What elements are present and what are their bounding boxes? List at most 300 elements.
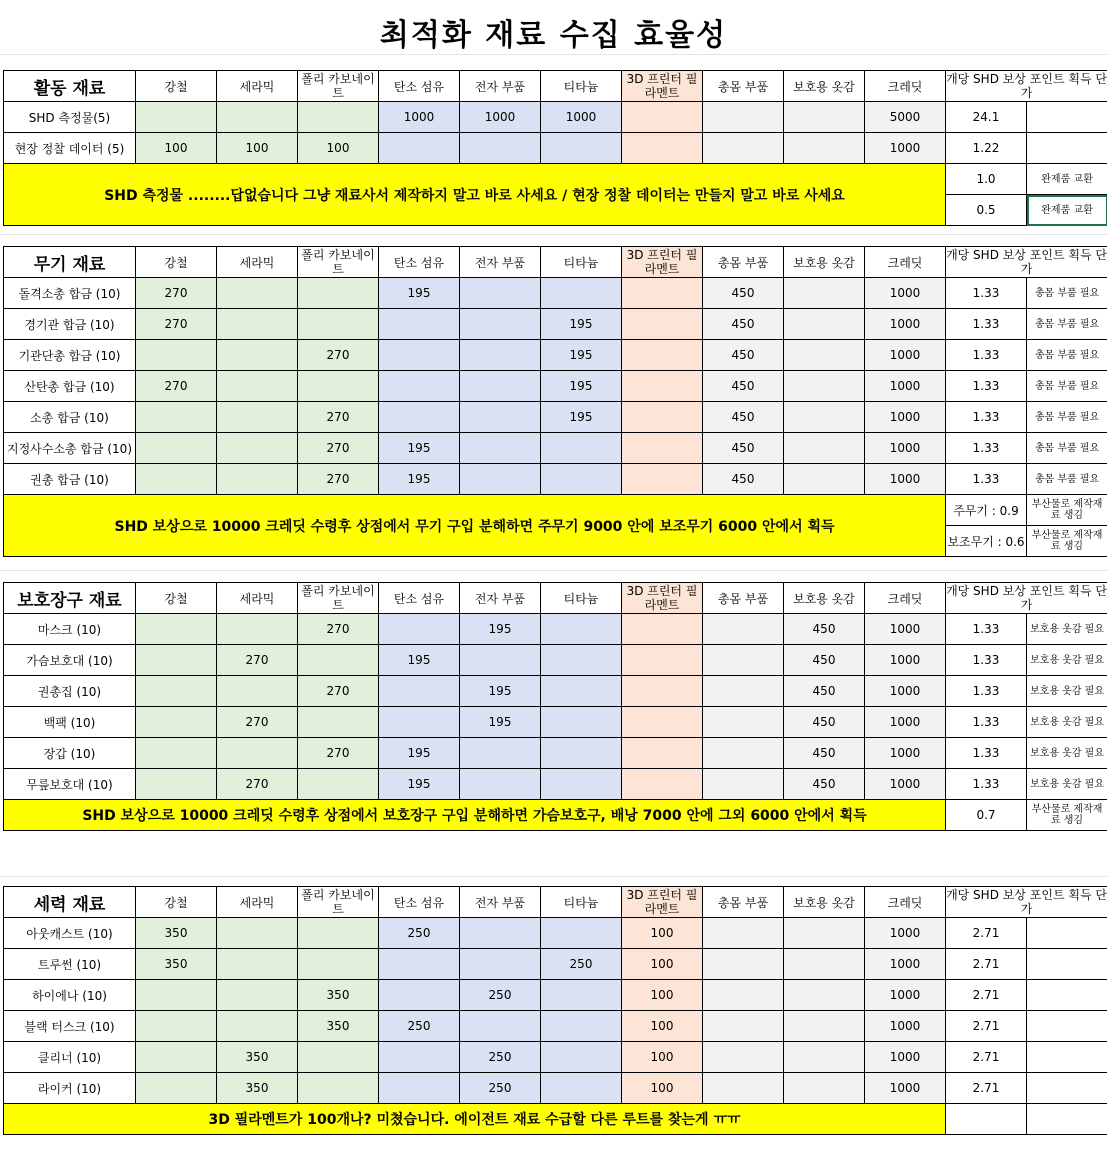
cell[interactable]: 1000	[865, 645, 946, 676]
cell[interactable]	[298, 309, 379, 340]
cell[interactable]	[217, 614, 298, 645]
cell[interactable]	[460, 949, 541, 980]
cell[interactable]: 1000	[865, 769, 946, 800]
footer-side-note[interactable]	[1027, 1104, 1107, 1135]
item-name[interactable]: 현장 정찰 데이터 (5)	[4, 133, 136, 164]
unit-price-cell[interactable]: 1.33	[946, 371, 1027, 402]
item-name[interactable]: 권총 합금 (10)	[4, 464, 136, 495]
item-name[interactable]: 장갑 (10)	[4, 738, 136, 769]
cell[interactable]	[379, 707, 460, 738]
cell[interactable]	[379, 614, 460, 645]
cell[interactable]	[379, 371, 460, 402]
note-cell[interactable]	[1027, 949, 1107, 980]
cell[interactable]: 270	[136, 278, 217, 309]
cell[interactable]: 100	[622, 949, 703, 980]
cell[interactable]	[541, 980, 622, 1011]
cell[interactable]	[136, 102, 217, 133]
note-cell[interactable]: 총몸 부품 필요	[1027, 464, 1107, 495]
footer-side-note[interactable]: 부산물로 제작재료 생김	[1027, 526, 1107, 557]
cell[interactable]: 450	[703, 433, 784, 464]
cell[interactable]	[703, 133, 784, 164]
cell[interactable]: 270	[298, 676, 379, 707]
cell[interactable]	[217, 1011, 298, 1042]
cell[interactable]	[460, 133, 541, 164]
cell[interactable]: 270	[136, 371, 217, 402]
cell[interactable]	[784, 949, 865, 980]
cell[interactable]: 1000	[865, 1073, 946, 1104]
footer-side-note[interactable]: 부산물로 제작재료 생김	[1027, 800, 1107, 831]
unit-price-cell[interactable]: 1.22	[946, 133, 1027, 164]
cell[interactable]: 250	[460, 1073, 541, 1104]
cell[interactable]: 195	[379, 645, 460, 676]
cell[interactable]: 1000	[865, 1042, 946, 1073]
cell[interactable]: 450	[703, 309, 784, 340]
cell[interactable]	[217, 949, 298, 980]
cell[interactable]	[541, 133, 622, 164]
cell[interactable]: 1000	[865, 371, 946, 402]
cell[interactable]	[703, 1042, 784, 1073]
cell[interactable]: 450	[703, 464, 784, 495]
item-name[interactable]: 권총집 (10)	[4, 676, 136, 707]
cell[interactable]	[460, 769, 541, 800]
cell[interactable]: 450	[784, 769, 865, 800]
cell[interactable]: 1000	[865, 1011, 946, 1042]
cell[interactable]	[703, 676, 784, 707]
unit-price-cell[interactable]: 2.71	[946, 1073, 1027, 1104]
item-name[interactable]: 기관단총 합금 (10)	[4, 340, 136, 371]
cell[interactable]	[622, 614, 703, 645]
cell[interactable]	[460, 1011, 541, 1042]
footer-note: SHD 보상으로 10000 크레딧 수령후 상점에서 무기 구입 분해하면 주무기 9000 안에 보조무기 6000 안에서 획득	[4, 495, 946, 557]
cell[interactable]	[298, 645, 379, 676]
note-cell[interactable]: 총몸 부품 필요	[1027, 433, 1107, 464]
cell[interactable]: 195	[541, 371, 622, 402]
cell[interactable]	[541, 918, 622, 949]
unit-price-cell[interactable]: 1.33	[946, 676, 1027, 707]
cell[interactable]: 100	[298, 133, 379, 164]
cell[interactable]	[460, 433, 541, 464]
cell[interactable]	[784, 278, 865, 309]
cell[interactable]: 195	[379, 769, 460, 800]
cell[interactable]	[298, 949, 379, 980]
cell[interactable]	[379, 676, 460, 707]
cell[interactable]	[298, 371, 379, 402]
footer-ratio[interactable]: 0.7	[946, 800, 1027, 831]
footer-ratio[interactable]: 보조무기 : 0.6	[946, 526, 1027, 557]
cell[interactable]: 350	[136, 949, 217, 980]
cell[interactable]: 350	[217, 1073, 298, 1104]
unit-price-cell[interactable]: 1.33	[946, 769, 1027, 800]
cell[interactable]	[622, 738, 703, 769]
footer-ratio[interactable]: 1.0	[946, 164, 1027, 195]
cell[interactable]	[541, 738, 622, 769]
cell[interactable]: 350	[298, 980, 379, 1011]
table-row	[4, 645, 1107, 676]
cell[interactable]	[703, 707, 784, 738]
cell[interactable]: 270	[217, 707, 298, 738]
header-row	[4, 583, 1107, 614]
cell[interactable]: 1000	[460, 102, 541, 133]
item-name[interactable]: 하이에나 (10)	[4, 980, 136, 1011]
cell[interactable]	[136, 1011, 217, 1042]
cell[interactable]	[784, 102, 865, 133]
note-cell[interactable]	[1027, 102, 1107, 133]
cell[interactable]	[703, 949, 784, 980]
cell[interactable]: 1000	[865, 402, 946, 433]
cell[interactable]	[217, 738, 298, 769]
cell[interactable]	[460, 464, 541, 495]
cell[interactable]	[622, 402, 703, 433]
cell[interactable]: 250	[460, 980, 541, 1011]
cell[interactable]: 450	[784, 738, 865, 769]
cell[interactable]	[784, 464, 865, 495]
cell[interactable]	[379, 949, 460, 980]
item-name[interactable]: SHD 측정물(5)	[4, 102, 136, 133]
cell[interactable]: 270	[298, 738, 379, 769]
cell[interactable]	[217, 433, 298, 464]
cell[interactable]	[541, 1042, 622, 1073]
unit-price-cell[interactable]: 2.71	[946, 980, 1027, 1011]
cell[interactable]	[136, 464, 217, 495]
item-name[interactable]: 블랙 터스크 (10)	[4, 1011, 136, 1042]
table-row	[4, 707, 1107, 738]
cell[interactable]: 450	[784, 645, 865, 676]
cell[interactable]: 1000	[865, 309, 946, 340]
cell[interactable]	[703, 918, 784, 949]
footer-ratio[interactable]: 0.5	[946, 195, 1027, 226]
note-cell[interactable]: 보호용 옷감 필요	[1027, 769, 1107, 800]
cell[interactable]	[460, 340, 541, 371]
cell[interactable]	[136, 433, 217, 464]
cell[interactable]: 270	[217, 769, 298, 800]
cell[interactable]: 1000	[865, 614, 946, 645]
column-header: 개당 SHD 보상 포인트 획득 단가	[946, 888, 1107, 916]
cell[interactable]: 270	[298, 614, 379, 645]
item-name[interactable]: 라이커 (10)	[4, 1073, 136, 1104]
cell[interactable]	[217, 918, 298, 949]
cell[interactable]	[136, 707, 217, 738]
cell[interactable]: 100	[622, 1042, 703, 1073]
cell[interactable]: 195	[379, 278, 460, 309]
item-name[interactable]: 아웃캐스트 (10)	[4, 918, 136, 949]
cell[interactable]	[541, 676, 622, 707]
unit-price-cell[interactable]: 2.71	[946, 949, 1027, 980]
cell[interactable]: 195	[460, 614, 541, 645]
cell[interactable]	[136, 980, 217, 1011]
cell[interactable]: 195	[460, 676, 541, 707]
cell[interactable]	[541, 278, 622, 309]
cell[interactable]: 270	[298, 340, 379, 371]
cell[interactable]	[622, 676, 703, 707]
unit-price-cell[interactable]: 1.33	[946, 614, 1027, 645]
cell[interactable]	[541, 645, 622, 676]
cell[interactable]: 450	[703, 402, 784, 433]
cell[interactable]	[298, 278, 379, 309]
cell[interactable]: 1000	[865, 464, 946, 495]
material-table	[3, 886, 1107, 1135]
cell[interactable]	[460, 645, 541, 676]
cell[interactable]	[217, 464, 298, 495]
cell[interactable]: 250	[541, 949, 622, 980]
cell[interactable]: 1000	[865, 707, 946, 738]
cell[interactable]: 450	[703, 340, 784, 371]
cell[interactable]	[298, 918, 379, 949]
cell[interactable]	[460, 738, 541, 769]
cell[interactable]	[703, 614, 784, 645]
cell[interactable]	[217, 980, 298, 1011]
cell[interactable]	[622, 309, 703, 340]
cell[interactable]	[703, 738, 784, 769]
cell[interactable]	[298, 769, 379, 800]
cell[interactable]	[136, 645, 217, 676]
cell[interactable]: 270	[217, 645, 298, 676]
note-cell[interactable]: 보호용 옷감 필요	[1027, 676, 1107, 707]
cell[interactable]: 1000	[865, 278, 946, 309]
note-cell[interactable]	[1027, 980, 1107, 1011]
cell[interactable]	[136, 676, 217, 707]
cell[interactable]: 1000	[379, 102, 460, 133]
unit-price-cell[interactable]: 1.33	[946, 340, 1027, 371]
cell[interactable]	[217, 102, 298, 133]
cell[interactable]	[379, 309, 460, 340]
cell[interactable]: 1000	[541, 102, 622, 133]
cell[interactable]: 270	[136, 309, 217, 340]
cell[interactable]	[784, 402, 865, 433]
cell[interactable]: 100	[136, 133, 217, 164]
note-cell[interactable]: 총몸 부품 필요	[1027, 278, 1107, 309]
cell[interactable]	[784, 918, 865, 949]
column-header: 보호용 옷감	[784, 887, 865, 918]
item-name[interactable]: 지정사수소총 합금 (10)	[4, 433, 136, 464]
cell[interactable]	[703, 980, 784, 1011]
note-cell[interactable]: 보호용 옷감 필요	[1027, 707, 1107, 738]
cell[interactable]	[217, 402, 298, 433]
item-name[interactable]: 클리너 (10)	[4, 1042, 136, 1073]
cell[interactable]: 450	[784, 676, 865, 707]
cell[interactable]: 5000	[865, 102, 946, 133]
cell[interactable]: 195	[541, 309, 622, 340]
cell[interactable]	[136, 340, 217, 371]
cell[interactable]	[136, 738, 217, 769]
note-cell[interactable]	[1027, 1011, 1107, 1042]
cell[interactable]	[703, 769, 784, 800]
cell[interactable]: 270	[298, 402, 379, 433]
cell[interactable]	[541, 1011, 622, 1042]
unit-price-cell[interactable]: 2.71	[946, 1011, 1027, 1042]
item-name[interactable]: 트루썬 (10)	[4, 949, 136, 980]
cell[interactable]	[298, 1042, 379, 1073]
cell[interactable]	[217, 278, 298, 309]
item-name[interactable]: 소총 합금 (10)	[4, 402, 136, 433]
cell[interactable]	[784, 133, 865, 164]
cell[interactable]: 195	[460, 707, 541, 738]
header-row	[4, 887, 1107, 918]
column-header: 3D 프린터 필라멘트	[622, 583, 703, 614]
unit-price-cell[interactable]: 24.1	[946, 102, 1027, 133]
cell[interactable]	[298, 707, 379, 738]
cell[interactable]	[217, 371, 298, 402]
cell[interactable]	[217, 309, 298, 340]
note-cell[interactable]	[1027, 1073, 1107, 1104]
cell[interactable]	[541, 1073, 622, 1104]
cell[interactable]	[460, 371, 541, 402]
cell[interactable]	[622, 769, 703, 800]
cell[interactable]: 195	[379, 433, 460, 464]
cell[interactable]	[379, 402, 460, 433]
cell[interactable]: 250	[379, 1011, 460, 1042]
item-name[interactable]: 가슴보호대 (10)	[4, 645, 136, 676]
item-name[interactable]: 돌격소총 합금 (10)	[4, 278, 136, 309]
cell[interactable]	[784, 309, 865, 340]
cell[interactable]: 1000	[865, 340, 946, 371]
cell[interactable]	[217, 340, 298, 371]
cell[interactable]: 100	[622, 1011, 703, 1042]
cell[interactable]	[379, 340, 460, 371]
item-name[interactable]: 백팩 (10)	[4, 707, 136, 738]
unit-price-cell[interactable]: 1.33	[946, 278, 1027, 309]
cell[interactable]: 450	[784, 614, 865, 645]
cell[interactable]	[703, 645, 784, 676]
cell[interactable]: 250	[460, 1042, 541, 1073]
note-cell[interactable]: 총몸 부품 필요	[1027, 309, 1107, 340]
column-header: 폴리 카보네이트	[298, 583, 379, 614]
cell[interactable]: 195	[541, 340, 622, 371]
cell[interactable]: 450	[703, 371, 784, 402]
cell[interactable]	[784, 1042, 865, 1073]
cell[interactable]	[136, 614, 217, 645]
cell[interactable]	[622, 433, 703, 464]
cell[interactable]: 100	[622, 918, 703, 949]
note-cell[interactable]: 보호용 옷감 필요	[1027, 738, 1107, 769]
table-row	[4, 980, 1107, 1011]
cell[interactable]	[784, 980, 865, 1011]
cell[interactable]	[541, 464, 622, 495]
cell[interactable]	[136, 1073, 217, 1104]
item-name[interactable]: 무릎보호대 (10)	[4, 769, 136, 800]
cell[interactable]: 1000	[865, 676, 946, 707]
cell[interactable]	[460, 402, 541, 433]
cell[interactable]	[703, 1073, 784, 1104]
unit-price-cell[interactable]: 1.33	[946, 738, 1027, 769]
unit-price-cell[interactable]: 1.33	[946, 402, 1027, 433]
table-row	[4, 278, 1107, 309]
footer-side-note[interactable]: 완제품 교환	[1027, 164, 1107, 195]
cell[interactable]: 1000	[865, 738, 946, 769]
cell[interactable]	[541, 433, 622, 464]
unit-price-cell[interactable]: 2.71	[946, 1042, 1027, 1073]
cell[interactable]	[622, 371, 703, 402]
cell[interactable]: 100	[217, 133, 298, 164]
cell[interactable]	[541, 707, 622, 738]
cell[interactable]	[541, 769, 622, 800]
cell[interactable]	[298, 102, 379, 133]
note-cell[interactable]: 보호용 옷감 필요	[1027, 614, 1107, 645]
note-cell[interactable]: 총몸 부품 필요	[1027, 402, 1107, 433]
note-cell[interactable]: 총몸 부품 필요	[1027, 371, 1107, 402]
cell[interactable]	[622, 645, 703, 676]
unit-price-cell[interactable]: 1.33	[946, 464, 1027, 495]
cell[interactable]: 195	[379, 738, 460, 769]
item-name[interactable]: 마스크 (10)	[4, 614, 136, 645]
cell[interactable]: 270	[298, 433, 379, 464]
cell[interactable]: 350	[298, 1011, 379, 1042]
item-name[interactable]: 경기관 합금 (10)	[4, 309, 136, 340]
cell[interactable]	[703, 1011, 784, 1042]
cell[interactable]	[136, 1042, 217, 1073]
cell[interactable]: 1000	[865, 133, 946, 164]
cell[interactable]	[136, 769, 217, 800]
unit-price-cell[interactable]: 2.71	[946, 918, 1027, 949]
item-name[interactable]: 산탄총 합금 (10)	[4, 371, 136, 402]
cell[interactable]	[784, 433, 865, 464]
cell[interactable]	[622, 707, 703, 738]
cell[interactable]: 450	[703, 278, 784, 309]
cell[interactable]	[136, 402, 217, 433]
cell[interactable]: 1000	[865, 980, 946, 1011]
cell[interactable]: 1000	[865, 918, 946, 949]
cell[interactable]	[460, 278, 541, 309]
table-row	[4, 309, 1107, 340]
cell[interactable]: 1000	[865, 433, 946, 464]
cell[interactable]: 100	[622, 1073, 703, 1104]
note-cell[interactable]	[1027, 918, 1107, 949]
cell[interactable]: 250	[379, 918, 460, 949]
cell[interactable]: 270	[298, 464, 379, 495]
cell[interactable]	[703, 102, 784, 133]
cell[interactable]	[622, 133, 703, 164]
cell[interactable]	[784, 1011, 865, 1042]
footer-ratio[interactable]	[946, 1104, 1027, 1135]
cell[interactable]: 100	[622, 980, 703, 1011]
footer-ratio[interactable]: 주무기 : 0.9	[946, 495, 1027, 526]
cell[interactable]: 450	[784, 707, 865, 738]
column-header: 크레딧	[865, 887, 946, 918]
cell[interactable]	[217, 676, 298, 707]
cell[interactable]	[541, 614, 622, 645]
note-cell[interactable]: 보호용 옷감 필요	[1027, 645, 1107, 676]
footer-side-note[interactable]: 부산물로 제작재료 생김	[1027, 495, 1107, 526]
cell[interactable]	[298, 1073, 379, 1104]
note-cell[interactable]: 총몸 부품 필요	[1027, 340, 1107, 371]
cell[interactable]	[784, 340, 865, 371]
cell[interactable]: 1000	[865, 949, 946, 980]
cell[interactable]	[379, 980, 460, 1011]
cell[interactable]	[622, 102, 703, 133]
cell[interactable]: 350	[217, 1042, 298, 1073]
cell[interactable]	[622, 340, 703, 371]
cell[interactable]	[379, 133, 460, 164]
unit-price-cell[interactable]: 1.33	[946, 433, 1027, 464]
cell[interactable]	[379, 1073, 460, 1104]
cell[interactable]: 350	[136, 918, 217, 949]
cell[interactable]	[784, 371, 865, 402]
cell[interactable]: 195	[541, 402, 622, 433]
cell[interactable]	[460, 309, 541, 340]
footer-side-note[interactable]: 완제품 교환	[1027, 195, 1107, 226]
cell[interactable]	[379, 1042, 460, 1073]
cell[interactable]: 195	[379, 464, 460, 495]
cell[interactable]	[622, 464, 703, 495]
cell[interactable]	[622, 278, 703, 309]
cell[interactable]	[460, 918, 541, 949]
note-cell[interactable]	[1027, 1042, 1107, 1073]
unit-price-cell[interactable]: 1.33	[946, 309, 1027, 340]
column-header: 크레딧	[865, 71, 946, 102]
cell[interactable]	[784, 1073, 865, 1104]
unit-price-cell[interactable]: 1.33	[946, 707, 1027, 738]
unit-price-cell[interactable]: 1.33	[946, 645, 1027, 676]
note-cell[interactable]	[1027, 133, 1107, 164]
